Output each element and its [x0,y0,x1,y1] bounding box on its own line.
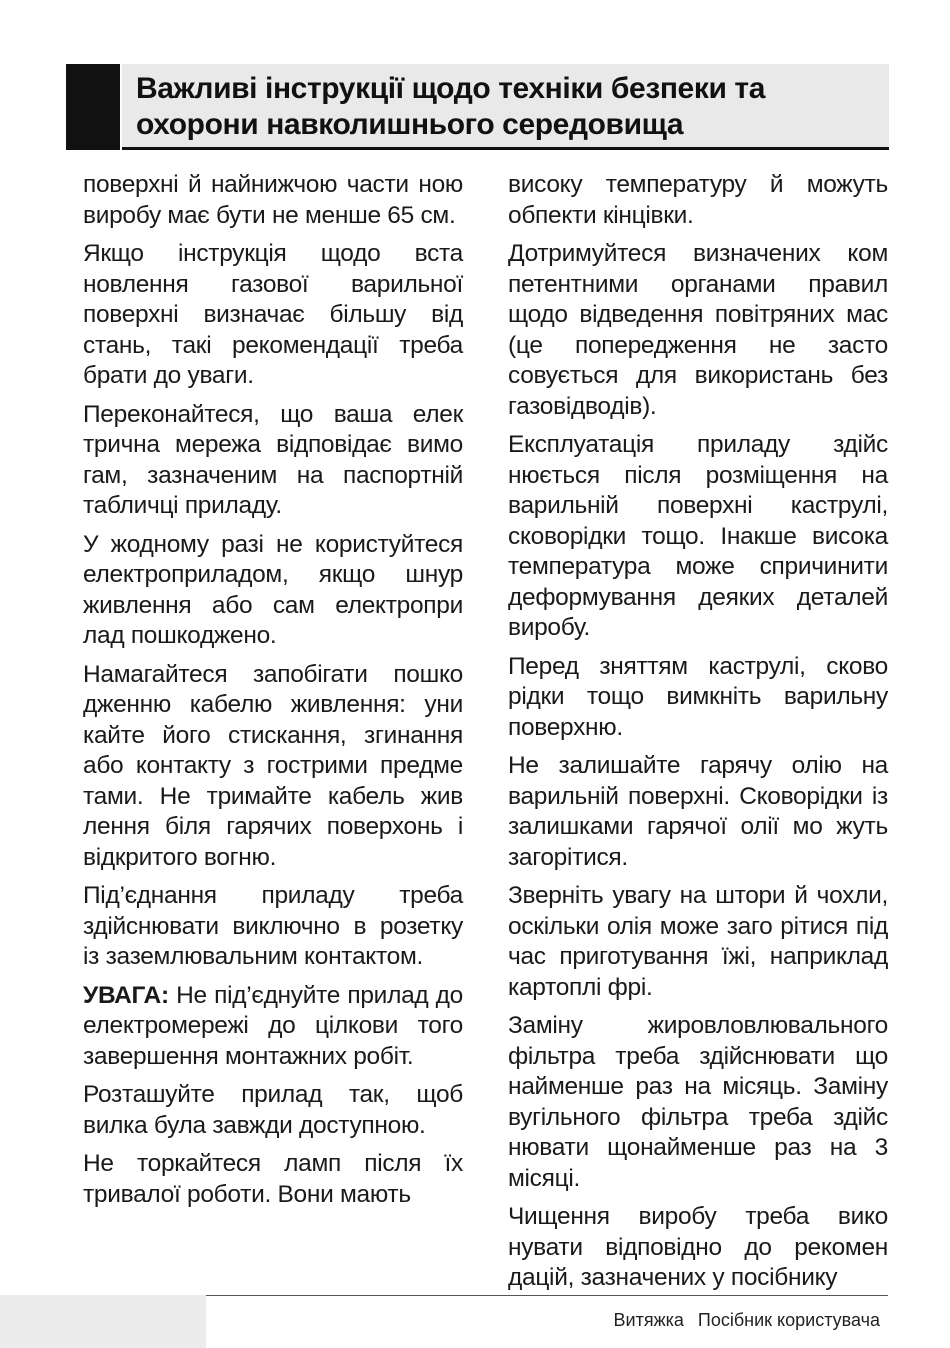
paragraph-cable-protection: Намагайтеся запобігати пошко дженню кабелю живлення: уни кайте його стискання, згинання або контакту з гострими предме тами. Не тримайте кабель жив лення біля гарячих поверхонь і відкритого вогню. [83,660,463,871]
footer-divider [206,1295,888,1296]
footer-manual: Посібник користувача [697,1310,880,1330]
paragraph-curtains: Зверніть увагу на штори й чохли, оскільки олія може заго рітися під час приготування їжі, наприклад картоплі фрі. [508,882,888,1001]
paragraph-hot-oil: Не залишайте гарячу олію на варильній поверхні. Сковорідки із залишками гарячої олії мо жуть загорітися. [508,752,888,871]
paragraph-warning [83,981,463,1073]
footer-product: Витяжка [613,1310,684,1330]
warning-label: УВАГА: [83,981,169,1009]
paragraph-plug-access: Розташуйте прилад так, щоб вилка була завжди доступною. [83,1081,463,1139]
paragraph-mains-check: Переконайтеся, що ваша елек трична мережа відповідає вимо гам, зазначеним на паспортній табличці приладу. [83,400,463,519]
paragraph-gas-hob-distance: Якщо інструкція щодо вста новлення газової варильної поверхні визначає більшу від стань, такі рекомендації треба брати до уваги. [83,240,463,389]
paragraph-lamps: Не торкайтеся ламп після їх тривалої роботи. Вони мають [83,1150,463,1208]
paragraph-cleaning: Чищення виробу треба вико нувати відповідно до рекомен дацій, зазначених у посібнику [508,1203,888,1291]
footer [614,1310,880,1331]
header-marker-block [66,64,120,150]
paragraph-damaged-cord: У жодному разі не користуйтеся електроприладом, якщо шнур живлення або сам електропри лад пошкоджено. [83,530,463,649]
right-column [508,170,888,1302]
paragraph-air-exhaust-rules: Дотримуйтеся визначених ком петентними органами правил щодо відведення повітряних мас (це попередження не засто совується для використань без газовідводів). [508,240,888,420]
footer-page-box [0,1295,206,1348]
page-title: Важливі інструкції щодо техніки безпеки та охорони навколишнього середовища [136,72,766,141]
paragraph-burn-risk: високу температуру й можуть обпекти кінцівки. [508,171,888,229]
warning-text: Не під’єднуйте прилад до електромережі до цілкови того завершення монтажних робіт. [83,981,463,1070]
paragraph-operation-with-pans: Експлуатація приладу здійс нюється після розміщення на варильній поверхні каструлі, сковорідки тощо. Інакше висока температура може спричинити деформування деяких деталей виробу. [508,431,888,641]
paragraph-min-height: поверхні й найнижчою части ною виробу має бути не менше 65 см. [83,171,463,229]
paragraph-filter-replacement: Заміну жировловлювального фільтра треба здійснювати що найменше раз на місяць. Заміну вугільного фільтра треба здійс нювати щонайменше раз на 3 місяці. [508,1012,888,1192]
paragraph-grounded-socket: Під’єднання приладу треба здійснювати виключно в розетку із заземлювальним контактом. [83,882,463,970]
left-column [83,170,463,1218]
header-band [122,64,889,150]
paragraph-switch-off-hob: Перед зняттям каструлі, сково рідки тощо вимкніть варильну поверхню. [508,652,888,741]
